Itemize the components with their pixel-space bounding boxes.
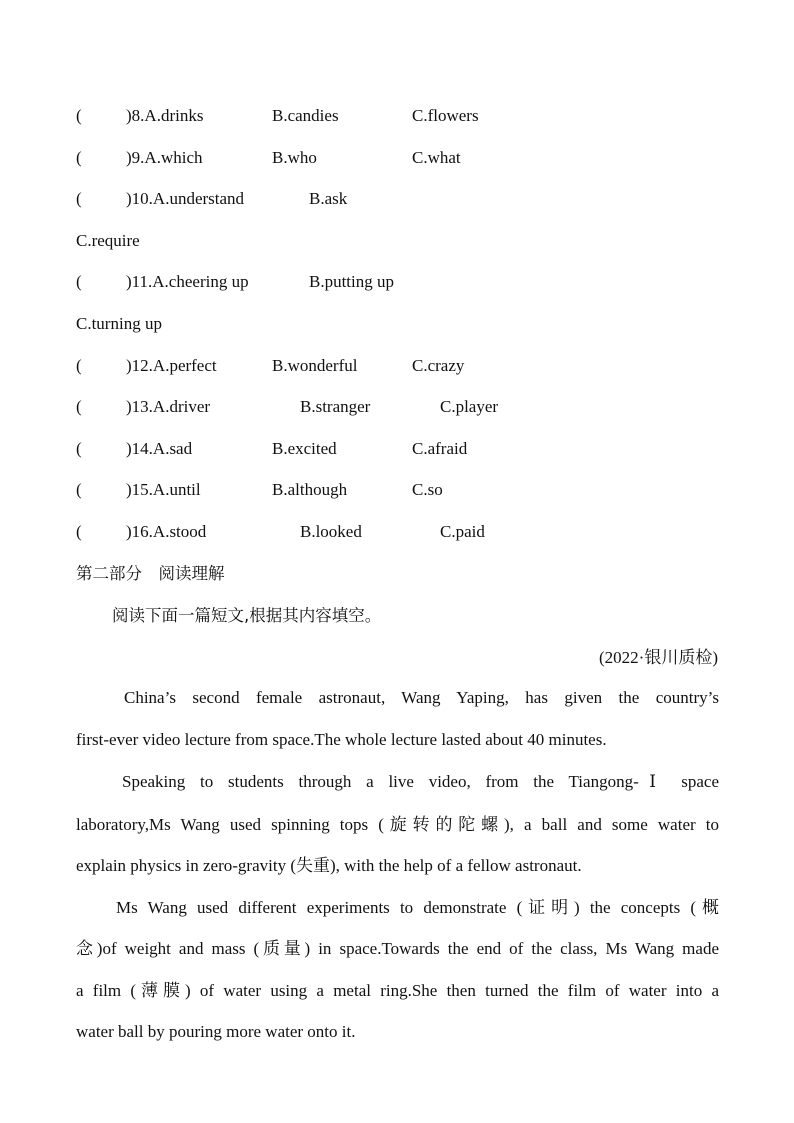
option-c-wrapped: C.require: [76, 231, 140, 250]
passage-p1-line2: first-ever video lecture from space.The whole lecture lasted about 40 minutes.: [76, 730, 607, 749]
option-c: C.what: [412, 148, 461, 167]
passage-p2-line2: laboratory,Ms Wang used spinning tops (旋转的陀螺), a ball and some water to: [76, 815, 719, 834]
option-c: C.crazy: [412, 356, 465, 375]
option-a: )8.A.drinks: [126, 106, 204, 125]
passage-p3-line4: water ball by pouring more water onto it.: [76, 1022, 356, 1041]
option-a: )13.A.driver: [126, 397, 211, 416]
option-b: B.who: [272, 148, 317, 167]
answer-blank: (: [76, 148, 82, 167]
passage-p3-line2: 念)of weight and mass (质量) in space.Towards the end of the class, Ms Wang made: [76, 939, 719, 958]
option-a: )14.A.sad: [126, 439, 193, 458]
passage-p1-line1: China’s second female astronaut, Wang Yaping, has given the country’s: [124, 688, 719, 707]
option-b: B.candies: [272, 106, 339, 125]
option-b: B.ask: [309, 189, 348, 208]
option-b: B.although: [272, 480, 348, 499]
section-instruction: 阅读下面一篇短文,根据其内容填空。: [112, 606, 382, 625]
option-a: )12.A.perfect: [126, 356, 217, 375]
answer-blank: (: [76, 356, 82, 375]
option-c-wrapped: C.turning up: [76, 314, 162, 333]
answer-blank: (: [76, 272, 82, 291]
option-a: )15.A.until: [126, 480, 201, 499]
option-b: B.looked: [300, 522, 362, 541]
passage-p2-line1: Speaking to students through a live video, from the Tiangong-Ⅰ space: [122, 772, 719, 791]
passage-p3-line3: a film (薄膜) of water using a metal ring.She then turned the film of water into a: [76, 981, 719, 1000]
option-b: B.excited: [272, 439, 337, 458]
option-c: C.player: [440, 397, 499, 416]
option-b: B.putting up: [309, 272, 395, 291]
answer-blank: (: [76, 106, 82, 125]
option-b: B.stranger: [300, 397, 371, 416]
option-c: C.paid: [440, 522, 485, 541]
passage-p3-line1: Ms Wang used different experiments to demonstrate (证明) the concepts (概: [116, 898, 719, 917]
option-c: C.flowers: [412, 106, 479, 125]
option-a: )11.A.cheering up: [126, 272, 249, 291]
answer-blank: (: [76, 189, 82, 208]
option-b: B.wonderful: [272, 356, 358, 375]
answer-blank: (: [76, 439, 82, 458]
answer-blank: (: [76, 480, 82, 499]
option-a: )9.A.which: [126, 148, 203, 167]
answer-blank: (: [76, 397, 82, 416]
option-c: C.afraid: [412, 439, 468, 458]
answer-blank: (: [76, 522, 82, 541]
passage-p2-line3: explain physics in zero-gravity (失重), with the help of a fellow astronaut.: [76, 856, 582, 875]
source-citation: (2022·银川质检): [599, 648, 718, 667]
option-c: C.so: [412, 480, 443, 499]
option-a: )10.A.understand: [126, 189, 245, 208]
section-title: 第二部分 阅读理解: [76, 564, 225, 583]
option-a: )16.A.stood: [126, 522, 207, 541]
